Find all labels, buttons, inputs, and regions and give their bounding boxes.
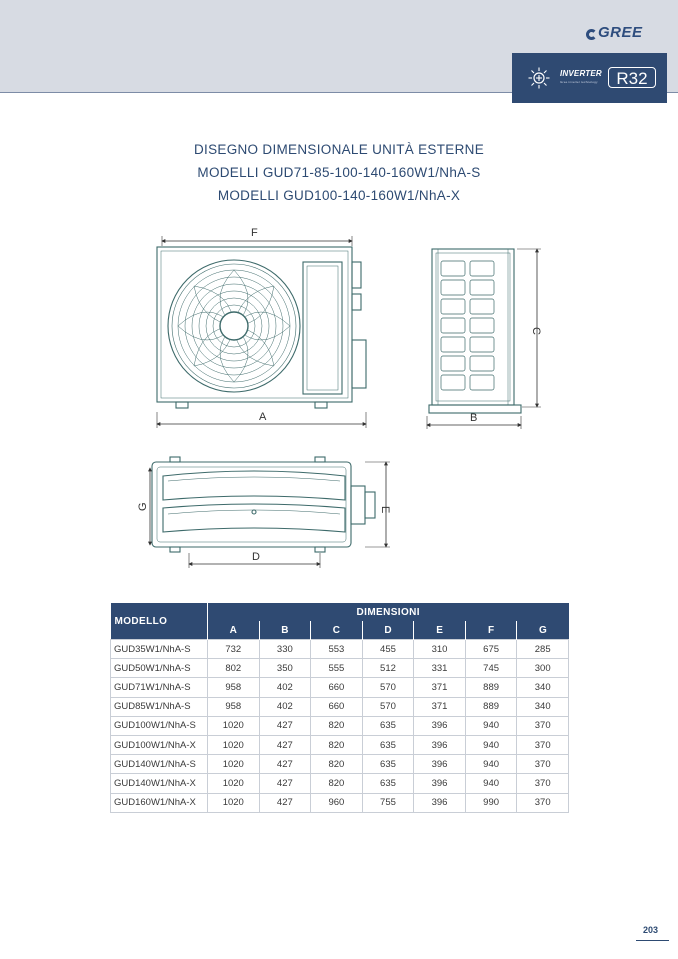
- dimension-cell: 660: [311, 678, 363, 697]
- column-header-f: F: [465, 621, 517, 640]
- dimension-cell: 555: [311, 659, 363, 678]
- dimension-cell: 940: [465, 735, 517, 754]
- dimension-cell: 960: [311, 793, 363, 812]
- dimension-cell: 310: [414, 640, 466, 659]
- heading-line-3: MODELLI GUD100-140-160W1/NhA-X: [217, 188, 461, 203]
- dimension-cell: 889: [465, 697, 517, 716]
- dimension-cell: 820: [311, 774, 363, 793]
- dim-label-c: C: [530, 327, 542, 335]
- dimension-cell: 635: [362, 774, 414, 793]
- table-row: [111, 774, 569, 793]
- dimension-cell: 396: [414, 716, 466, 735]
- dimension-cell: 958: [208, 697, 260, 716]
- dimension-cell: 370: [517, 793, 569, 812]
- model-cell: GUD50W1/NhA-S: [111, 659, 208, 678]
- front-view: [157, 247, 366, 408]
- model-cell: GUD100W1/NhA-S: [111, 716, 208, 735]
- dim-label-g: G: [137, 502, 149, 511]
- heading-line-1: DISEGNO DIMENSIONALE UNITÀ ESTERNE: [194, 142, 484, 157]
- column-header-g: G: [517, 621, 569, 640]
- table-row: [111, 793, 569, 812]
- model-cell: GUD85W1/NhA-S: [111, 697, 208, 716]
- dimension-cell: 635: [362, 755, 414, 774]
- model-cell: GUD35W1/NhA-S: [111, 640, 208, 659]
- column-header-e: E: [414, 621, 466, 640]
- dimension-cell: 402: [259, 678, 311, 697]
- dimension-cell: 1020: [208, 716, 260, 735]
- dimension-cell: 370: [517, 774, 569, 793]
- dimension-cell: 427: [259, 755, 311, 774]
- dimension-cell: 732: [208, 640, 260, 659]
- dimension-cell: 889: [465, 678, 517, 697]
- column-header-d: D: [362, 621, 414, 640]
- page-number-rule: [636, 940, 669, 941]
- dimension-cell: 427: [259, 716, 311, 735]
- top-view: [152, 457, 375, 552]
- dimension-cell: 371: [414, 697, 466, 716]
- dimension-cell: 675: [465, 640, 517, 659]
- inverter-sublabel: Gree inverter technology: [560, 80, 598, 84]
- dim-label-f: F: [251, 227, 258, 239]
- model-cell: GUD160W1/NhA-X: [111, 793, 208, 812]
- brand-logo-text: GREE: [598, 24, 643, 41]
- dimension-cell: 402: [259, 697, 311, 716]
- table-row: [111, 659, 569, 678]
- dimension-cell: 371: [414, 678, 466, 697]
- dimension-cell: 1020: [208, 793, 260, 812]
- table-row: [111, 640, 569, 659]
- dimension-cell: 802: [208, 659, 260, 678]
- dimension-cell: 350: [259, 659, 311, 678]
- dimension-cell: 553: [311, 640, 363, 659]
- dimension-cell: 940: [465, 774, 517, 793]
- dimension-cell: 370: [517, 735, 569, 754]
- model-cell: GUD100W1/NhA-X: [111, 735, 208, 754]
- dimension-cell: 570: [362, 697, 414, 716]
- dimension-cell: 370: [517, 755, 569, 774]
- column-header-b: B: [259, 621, 311, 640]
- dimension-cell: 455: [362, 640, 414, 659]
- side-grille: [441, 261, 494, 390]
- dimension-cell: 958: [208, 678, 260, 697]
- dimension-cell: 755: [362, 793, 414, 812]
- table-row: [111, 716, 569, 735]
- dimension-cell: 396: [414, 774, 466, 793]
- table-body: [111, 640, 569, 813]
- side-view: [429, 249, 521, 413]
- dimension-cell: 512: [362, 659, 414, 678]
- column-header-c: C: [311, 621, 363, 640]
- dimension-cell: 990: [465, 793, 517, 812]
- column-header-a: A: [208, 621, 260, 640]
- dimension-cell: 340: [517, 697, 569, 716]
- dimension-cell: 1020: [208, 774, 260, 793]
- dim-label-e: E: [379, 506, 391, 514]
- dimension-cell: 300: [517, 659, 569, 678]
- page-number: 203: [643, 925, 659, 935]
- dimension-cell: 427: [259, 774, 311, 793]
- refrigerant-label: R32: [616, 69, 648, 88]
- dimension-cell: 396: [414, 793, 466, 812]
- dimensions-group-header: DIMENSIONI: [208, 603, 569, 621]
- dimension-cell: 396: [414, 755, 466, 774]
- dimension-cell: 820: [311, 716, 363, 735]
- inverter-label: INVERTER: [560, 69, 602, 78]
- dimension-cell: 635: [362, 735, 414, 754]
- dimension-cell: 820: [311, 755, 363, 774]
- dimension-cell: 340: [517, 678, 569, 697]
- dimension-cell: 331: [414, 659, 466, 678]
- dimension-cell: 660: [311, 697, 363, 716]
- dimension-cell: 570: [362, 678, 414, 697]
- dimension-cell: 745: [465, 659, 517, 678]
- table-row: [111, 735, 569, 754]
- dimension-cell: 427: [259, 793, 311, 812]
- dim-label-a: A: [259, 411, 267, 423]
- dimension-cell: 330: [259, 640, 311, 659]
- table-row: [111, 678, 569, 697]
- dimension-cell: 427: [259, 735, 311, 754]
- dimension-cell: 940: [465, 716, 517, 735]
- dimensions-table: [110, 603, 569, 813]
- table-row: [111, 697, 569, 716]
- heading-line-2: MODELLI GUD71-85-100-140-160W1/NhA-S: [197, 165, 481, 180]
- dim-label-d: D: [252, 551, 260, 563]
- table-row: [111, 755, 569, 774]
- dimension-cell: 820: [311, 735, 363, 754]
- model-cell: GUD140W1/NhA-X: [111, 774, 208, 793]
- dimension-cell: 1020: [208, 755, 260, 774]
- dimension-cell: 285: [517, 640, 569, 659]
- model-column-header: MODELLO: [111, 603, 208, 640]
- dimension-cell: 1020: [208, 735, 260, 754]
- dim-label-b: B: [470, 412, 478, 424]
- dimension-cell: 370: [517, 716, 569, 735]
- model-cell: GUD140W1/NhA-S: [111, 755, 208, 774]
- model-cell: GUD71W1/NhA-S: [111, 678, 208, 697]
- dimension-cell: 940: [465, 755, 517, 774]
- dimension-cell: 635: [362, 716, 414, 735]
- dimension-cell: 396: [414, 735, 466, 754]
